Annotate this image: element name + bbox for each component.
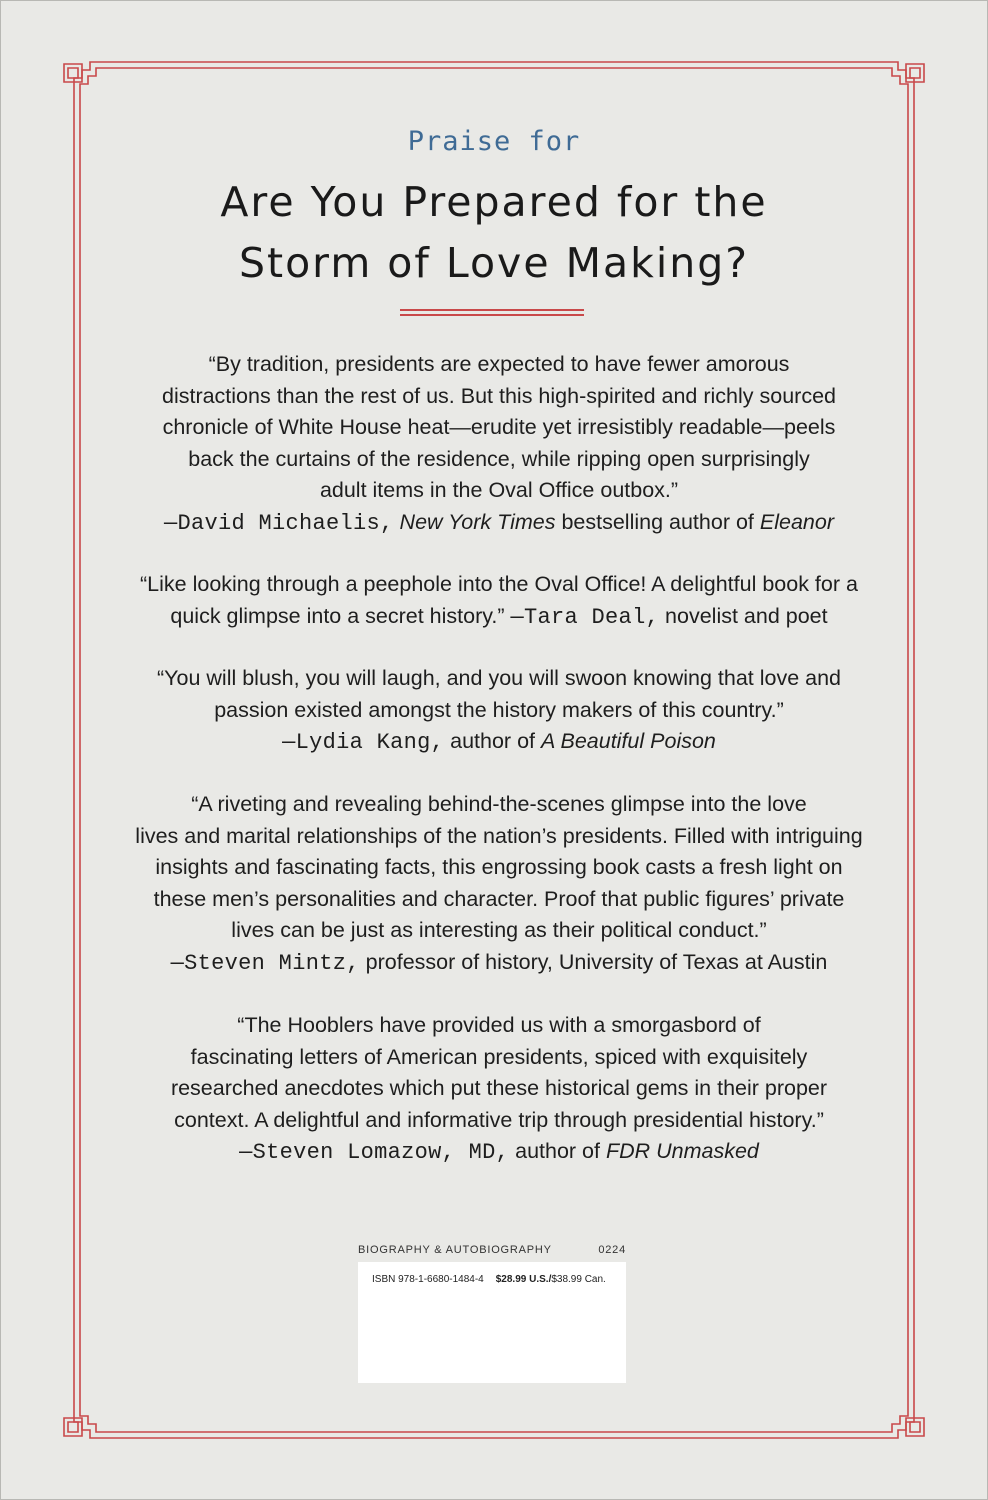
blurb-line: “A riveting and revealing behind-the-scenes glimpse into the love	[191, 792, 807, 816]
attribution-italic: FDR Unmasked	[605, 1139, 759, 1163]
attribution-name: Steven Lomazow, MD,	[252, 1140, 510, 1165]
attribution-dash: —	[164, 510, 178, 536]
price-us: $28.99 U.S./	[495, 1274, 552, 1285]
attribution-dash: —	[510, 604, 525, 630]
attribution	[98, 1136, 900, 1169]
attribution-text: novelist and poet	[659, 603, 828, 628]
barcode-box	[358, 1262, 626, 1383]
blurb-michaelis	[98, 349, 900, 539]
attribution-text: author of	[509, 1139, 606, 1163]
blurb-line: passion existed amongst the history makers of this country.”	[214, 697, 784, 722]
attribution-name: Steven Mintz,	[184, 950, 360, 976]
blurb-line: chronicle of White House heat—erudite yet irresistibly readable—peels	[162, 415, 836, 439]
category-code: 0224	[598, 1244, 626, 1256]
attribution-dash: —	[239, 1140, 253, 1165]
attribution-name: David Michaelis,	[177, 510, 394, 536]
attribution-dash: —	[170, 950, 185, 976]
blurb-line-inline: quick glimpse into a secret history.”	[170, 603, 511, 628]
blurb-line: fascinating letters of American presidents, spiced with exquisitely	[190, 1044, 808, 1069]
blurb-line: back the curtains of the residence, while ripping open surprisingly	[188, 446, 810, 471]
blurb-deal	[98, 569, 900, 633]
blurb-line: these men’s personalities and character. Proof that public figures’ private	[153, 886, 845, 911]
blurb-line: adult items in the Oval Office outbox.”	[319, 478, 679, 502]
category-line	[358, 1244, 626, 1256]
attribution-italic: A Beautiful Poison	[540, 729, 716, 753]
blurb-line: insights and fascinating facts, this engrossing book casts a fresh light on	[155, 855, 843, 879]
title-line-2: Storm of Love Making?	[239, 239, 749, 287]
blurb-line: researched anecdotes which put these historical gems in their proper	[170, 1076, 828, 1100]
attribution	[98, 726, 900, 759]
blurb-line: “You will blush, you will laugh, and you will swoon knowing that love and	[156, 666, 842, 690]
blurb-line: context. A delightful and informative trip through presidential history.”	[174, 1107, 824, 1132]
blurb-mintz	[98, 789, 900, 979]
blurb-line: “The Hooblers have provided us with a smorgasbord of	[237, 1013, 761, 1037]
category-label: BIOGRAPHY & AUTOBIOGRAPHY	[358, 1244, 552, 1256]
attribution	[98, 507, 900, 540]
blurb-line: lives and marital relationships of the nation’s presidents. Filled with intriguing	[135, 823, 863, 848]
blurb-line: distractions than the rest of us. But this high-spirited and richly sourced	[161, 383, 836, 408]
blurb-kang	[98, 663, 900, 759]
attribution-italic: New York Times	[399, 509, 556, 534]
price-can: $38.99 Can.	[551, 1274, 606, 1285]
title-line-1: Are You Prepared for the	[220, 178, 768, 226]
attribution	[98, 601, 900, 634]
blurb-lomazow	[98, 1010, 900, 1169]
praise-for-label: Praise for	[407, 126, 581, 157]
blurb-line: lives can be just as interesting as their political conduct.”	[231, 918, 767, 942]
attribution-text: author of	[444, 729, 541, 753]
isbn-price-line	[372, 1274, 606, 1285]
attribution	[98, 947, 900, 980]
attribution-name: Tara Deal,	[524, 604, 660, 630]
blurb-line: “Like looking through a peephole into the Oval Office! A delightful book for a	[140, 572, 858, 596]
attribution-text: bestselling author of	[555, 509, 760, 534]
title-divider	[400, 309, 584, 316]
attribution-text: professor of history, University of Texas at Austin	[359, 949, 828, 974]
attribution-italic-2: Eleanor	[759, 509, 834, 534]
blurb-line: “By tradition, presidents are expected to have fewer amorous	[208, 352, 790, 376]
isbn-number: ISBN 978-1-6680-1484-4	[372, 1274, 484, 1285]
attribution-dash: —	[282, 730, 296, 755]
book-title	[108, 172, 880, 294]
attribution-name: Lydia Kang,	[295, 730, 445, 755]
